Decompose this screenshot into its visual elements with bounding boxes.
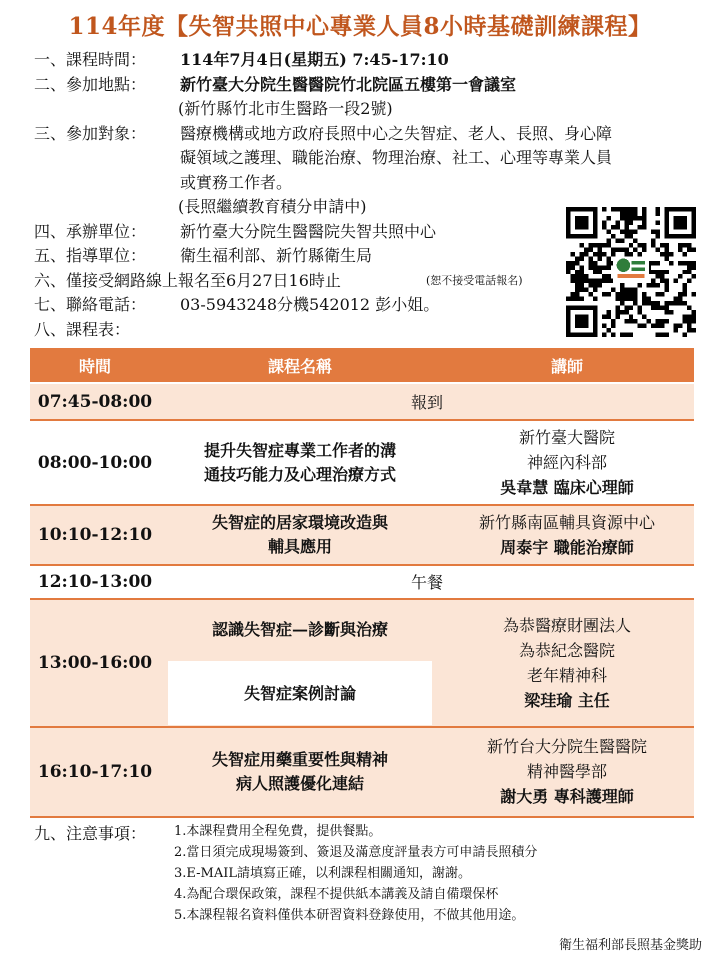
info-value: 醫療機構或地方政府長照中心之失智症、老人、長照、身心障 xyxy=(180,123,613,143)
table-row xyxy=(30,420,694,505)
header-instructor: 講師 xyxy=(440,348,694,383)
info-label: 三、參加對象： xyxy=(34,123,147,143)
note-item: 3.E-MAIL請填寫正確，以利課程相關通知，謝謝。 xyxy=(174,866,471,881)
info-label: 四、承辦單位： xyxy=(34,221,147,241)
info-label: 一、課程時間： xyxy=(34,50,147,69)
note-item: 5.本課程報名資料僅供本研習資料登錄使用，不做其他用途。 xyxy=(174,908,525,923)
instructor-cell xyxy=(440,505,694,565)
instructor-name: 吳韋慧 臨床心理師 xyxy=(500,478,634,498)
time-cell: 13:00-16:00 xyxy=(30,599,160,727)
course-cell xyxy=(160,505,440,565)
time-cell: 10:10-12:10 xyxy=(30,505,160,565)
notes-heading: 九、注意事項： xyxy=(34,824,147,843)
header-time: 時間 xyxy=(30,348,160,383)
info-label: 二、參加地點： xyxy=(34,74,147,94)
info-note: (恕不接受電話報名) xyxy=(426,273,523,287)
info-value: (新竹縣竹北市生醫路一段2號) xyxy=(178,99,393,118)
instructor-name: 謝大勇 專科護理師 xyxy=(500,787,634,807)
course-cell xyxy=(160,727,440,817)
instructor-line: 為恭紀念醫院 xyxy=(518,640,615,660)
instructor-line: 新竹縣南區輔具資源中心 xyxy=(478,513,655,533)
table-row xyxy=(30,505,694,565)
instructor-line: 為恭醫療財團法人 xyxy=(502,615,631,635)
course-line: 輔具應用 xyxy=(267,537,332,557)
info-value: 新竹臺大分院生醫醫院失智共照中心 xyxy=(180,221,437,241)
course-cell: 認識失智症—診斷與治療 xyxy=(160,599,440,661)
footer-credit: 衛生福利部長照基金獎助 xyxy=(558,938,702,953)
info-label: 八、課程表： xyxy=(34,319,131,339)
table-row-checkin xyxy=(30,383,694,420)
info-label: 七、聯絡電話： xyxy=(34,295,147,314)
info-audience xyxy=(34,122,720,147)
instructor-name: 周泰宇 職能治療師 xyxy=(500,538,634,558)
course-line: 提升失智症專業工作者的溝 xyxy=(203,440,396,460)
course-cell xyxy=(160,420,440,505)
instructor-line: 新竹臺大醫院 xyxy=(518,428,615,448)
header-course: 課程名稱 xyxy=(160,348,440,383)
info-value: 114年7月4日(星期五) 7:45-17:10 xyxy=(180,50,449,69)
note-item: 2.當日須完成現場簽到、簽退及滿意度評量表方可申請長照積分 xyxy=(174,845,538,860)
info-address xyxy=(34,97,720,122)
info-audience-cont xyxy=(34,171,720,196)
info-location xyxy=(34,73,720,98)
info-date xyxy=(34,48,720,73)
course-line: 失智症用藥重要性與精神 xyxy=(211,749,388,769)
instructor-cell xyxy=(440,727,694,817)
qr-code-icon[interactable] xyxy=(566,207,696,337)
course-line: 失智症的居家環境改造與 xyxy=(211,513,388,533)
time-cell: 07:45-08:00 xyxy=(30,383,160,420)
schedule-table xyxy=(30,348,694,818)
table-row xyxy=(30,727,694,817)
time-cell: 16:10-17:10 xyxy=(30,727,160,817)
note-item: 4.為配合環保政策，課程不提供紙本講義及請自備環保杯 xyxy=(174,887,499,902)
schedule-header-row xyxy=(30,348,694,383)
info-audience-cont xyxy=(34,146,720,171)
info-value: 礙領域之護理、職能治療、物理治療、社工、心理等專業人員 xyxy=(180,148,613,167)
info-value: 衛生福利部、新竹縣衛生局 xyxy=(180,246,373,265)
table-row-lunch xyxy=(30,565,694,598)
instructor-line: 精神醫學部 xyxy=(526,762,607,782)
instructor-line: 神經內科部 xyxy=(526,453,607,473)
info-value: 新竹臺大分院生醫醫院竹北院區五樓第一會議室 xyxy=(180,74,517,94)
time-cell: 08:00-10:00 xyxy=(30,420,160,505)
event-cell: 報到 xyxy=(160,383,694,420)
instructor-name: 梁珪瑜 主任 xyxy=(524,690,610,710)
course-line: 通技巧能力及心理治療方式 xyxy=(203,464,396,484)
instructor-line: 新竹台大分院生醫醫院 xyxy=(486,737,647,757)
info-value: (長照繼續教育積分申請中) xyxy=(178,197,367,216)
course-line: 病人照護優化連結 xyxy=(235,773,364,793)
instructor-cell xyxy=(440,599,694,727)
instructor-cell xyxy=(440,420,694,505)
course-cell xyxy=(160,661,440,727)
info-label: 五、指導單位： xyxy=(34,246,147,265)
note-item: 1.本課程費用全程免費，提供餐點。 xyxy=(174,824,382,839)
instructor-line: 老年精神科 xyxy=(526,665,607,685)
info-label: 六、僅接受網路線上報名至6月27日16時止 xyxy=(34,270,341,290)
info-value: 03-5943248分機542012 彭小姐。 xyxy=(180,295,440,314)
page-title: 114年度【失智共照中心專業人員8小時基礎訓練課程】 xyxy=(68,13,652,40)
table-row xyxy=(30,599,694,661)
time-cell: 12:10-13:00 xyxy=(30,565,160,598)
info-value: 或實務工作者。 xyxy=(180,172,293,192)
event-cell: 午餐 xyxy=(160,565,694,598)
course-line: 失智症案例討論 xyxy=(168,661,432,725)
